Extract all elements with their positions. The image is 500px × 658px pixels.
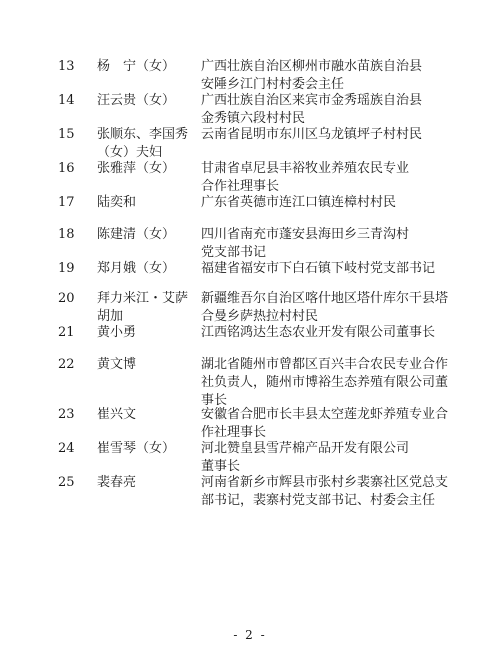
entry-number: 13 [58, 59, 75, 74]
entry-name-line: 陆奕和 [97, 195, 137, 210]
entry-number: 17 [58, 195, 75, 210]
entry-name [97, 92, 197, 110]
entry-affiliation-line: 广西壮族自治区柳州市融水苗族自治县 [201, 59, 423, 74]
entry-affiliation-line: 新疆维吾尔自治区喀什地区塔什库尔干县塔 [201, 291, 449, 306]
entry-name-line: 陈建清（女） [97, 227, 176, 242]
entry-affiliation [201, 160, 463, 196]
entry-name [97, 58, 197, 76]
entry-affiliation [201, 226, 463, 262]
entry-name [97, 126, 197, 162]
entry-affiliation [201, 92, 463, 128]
entry-name [97, 160, 197, 178]
entry-number: 20 [58, 291, 75, 306]
entry-name-line: 杨 宁（女） [97, 59, 176, 74]
entry-number: 14 [58, 93, 75, 108]
entry-affiliation-line: 作社理事长 [201, 425, 267, 440]
entry-affiliation [201, 194, 463, 212]
entry-affiliation [201, 260, 463, 278]
entry-affiliation-line: 合曼乡萨热拉村村民 [201, 309, 319, 324]
entry-number: 21 [58, 325, 75, 340]
entry-affiliation-line: 甘肃省卓尼县丰裕牧业养殖农民专业 [201, 161, 410, 176]
entry-name [97, 440, 197, 458]
entry-name-line: 汪云贵（女） [97, 93, 176, 108]
entry-affiliation [201, 440, 463, 476]
entry-affiliation-line: 董事长 [201, 459, 241, 474]
entry-name [97, 406, 197, 424]
entry-affiliation-line: 河北赞皇县雪芹棉产品开发有限公司 [201, 441, 410, 456]
entry-name-line: 黄文博 [97, 357, 137, 372]
entry-name-line: 胡加 [97, 309, 124, 324]
entry-name-line: 张雅萍（女） [97, 161, 176, 176]
entry-name [97, 226, 197, 244]
entry-affiliation [201, 290, 463, 326]
entry-name-line: 裴春亮 [97, 475, 137, 490]
entry-affiliation-line: 事长 [201, 393, 228, 408]
entry-affiliation [201, 356, 463, 410]
entry-affiliation-line: 党支部书记 [201, 245, 267, 260]
entry-name [97, 324, 197, 342]
entry-name [97, 474, 197, 492]
entry-name-line: 黄小勇 [97, 325, 137, 340]
entry-affiliation-line: 安陲乡江门村村委会主任 [201, 77, 345, 92]
entry-affiliation-line: 湖北省随州市曾都区百兴丰合农民专业合作 [201, 357, 449, 372]
entry-name-line: 崔雪琴（女） [97, 441, 176, 456]
entry-affiliation [201, 406, 463, 442]
entry-affiliation-line: 河南省新乡市辉县市张村乡裴寨社区党总支 [201, 475, 449, 490]
entry-name-line: 拜力米江・艾萨 [97, 291, 189, 306]
entry-affiliation-line: 安徽省合肥市长丰县太空莲龙虾养殖专业合 [201, 407, 449, 422]
entry-number: 15 [58, 127, 75, 142]
entry-affiliation [201, 58, 463, 94]
entry-name [97, 194, 197, 212]
entry-affiliation [201, 324, 463, 342]
entry-number: 25 [58, 475, 75, 490]
entry-number: 16 [58, 161, 75, 176]
entry-affiliation-line: 合作社理事长 [201, 179, 280, 194]
entry-affiliation-line: 部书记，裴寨村党支部书记、村委会主任 [201, 493, 436, 508]
entry-affiliation-line: 四川省南充市蓬安县海田乡三青沟村 [201, 227, 410, 242]
entry-affiliation-line: 福建省福安市下白石镇下岐村党支部书记 [201, 261, 436, 276]
entry-name-line: 张顺东、李国秀 [97, 127, 189, 142]
page-number: - 2 - [233, 628, 267, 642]
entry-affiliation-line: 社负责人，随州市博裕生态养殖有限公司董 [201, 375, 449, 390]
entry-affiliation-line: 云南省昆明市东川区乌龙镇坪子村村民 [201, 127, 423, 142]
entry-number: 24 [58, 441, 75, 456]
entry-name-line: （女）夫妇 [97, 145, 163, 160]
entry-number: 22 [58, 357, 75, 372]
entry-affiliation [201, 474, 463, 510]
entry-name [97, 290, 197, 326]
entry-affiliation-line: 广东省英德市连江口镇连樟村村民 [201, 195, 397, 210]
entry-name-line: 郑月娥（女） [97, 261, 176, 276]
entry-affiliation-line: 江西铭鸿达生态农业开发有限公司董事长 [201, 325, 436, 340]
entry-number: 19 [58, 261, 75, 276]
entry-number: 23 [58, 407, 75, 422]
entry-name [97, 356, 197, 374]
entry-affiliation-line: 金秀镇六段村村民 [201, 111, 306, 126]
entry-name-line: 崔兴文 [97, 407, 137, 422]
entry-number: 18 [58, 227, 75, 242]
entry-name [97, 260, 197, 278]
entry-affiliation-line: 广西壮族自治区来宾市金秀瑶族自治县 [201, 93, 423, 108]
entry-affiliation [201, 126, 463, 144]
